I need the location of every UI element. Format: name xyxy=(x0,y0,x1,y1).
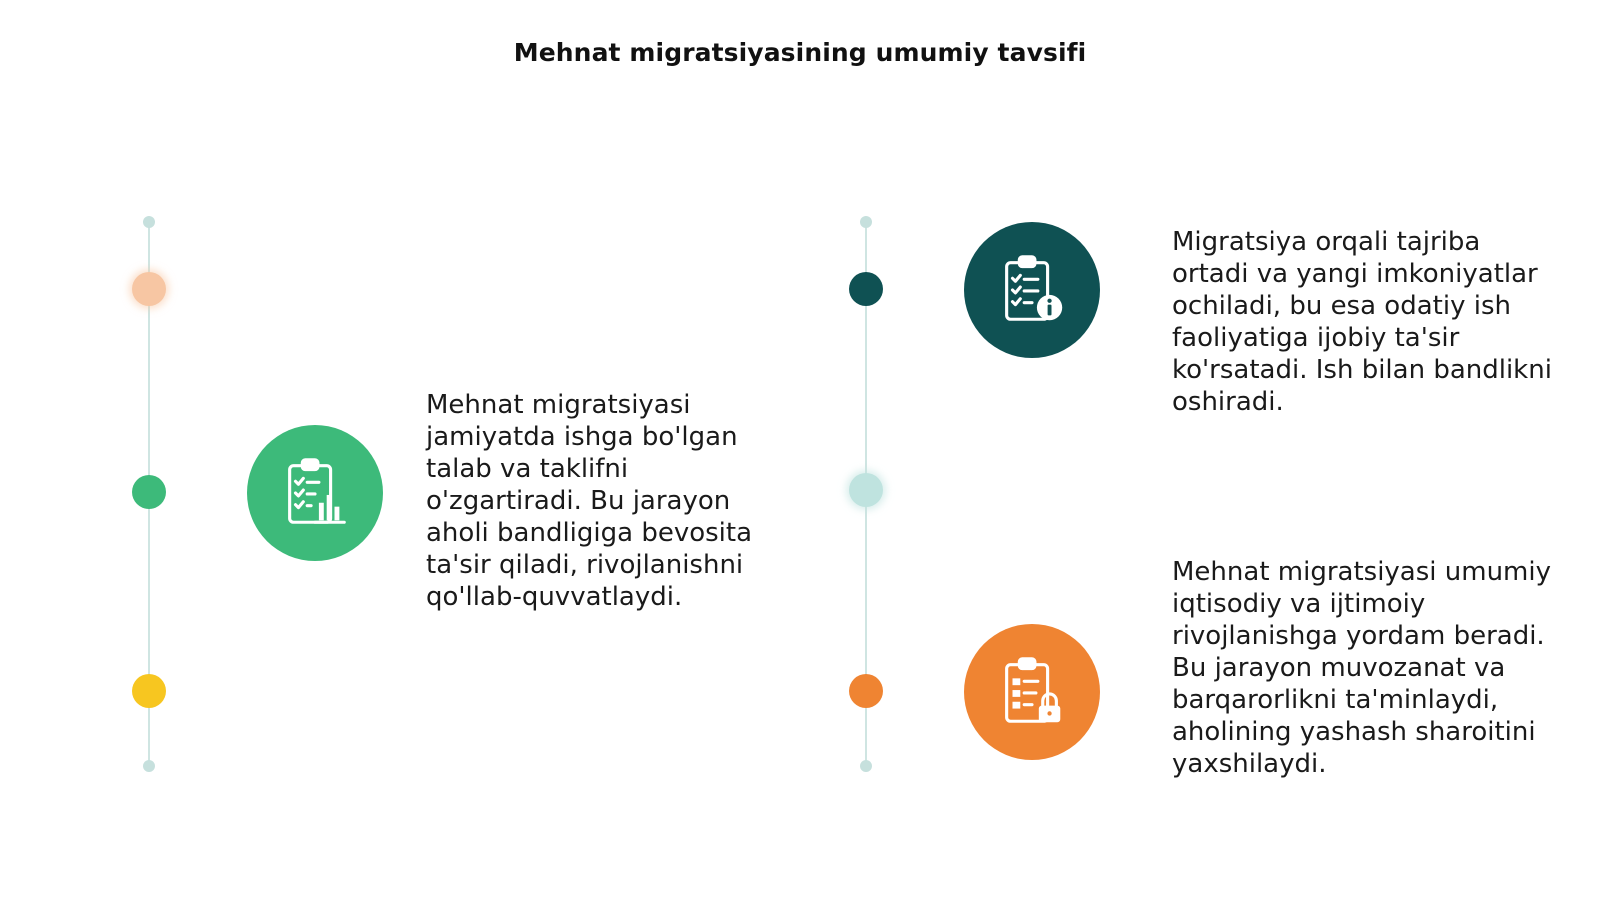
timeline-left xyxy=(129,0,169,900)
timeline-dot-green xyxy=(132,475,166,509)
timeline-dot-mint xyxy=(849,473,883,507)
timeline-dot-peach xyxy=(132,272,166,306)
timeline-end-cap xyxy=(143,760,155,772)
timeline-right xyxy=(846,0,886,900)
timeline-end-cap xyxy=(860,760,872,772)
timeline-start-cap xyxy=(860,216,872,228)
timeline-dot-yellow xyxy=(132,674,166,708)
clipboard-lock-icon xyxy=(964,624,1100,760)
timeline-start-cap xyxy=(143,216,155,228)
block-text-2: Migratsiya orqali tajriba ortadi va yangi imkoniyatlar ochiladi, bu esa odatiy ish faoliyatiga ijobiy ta'sir ko'rsatadi. Ish bilan bandlikni oshiradi. xyxy=(1172,227,1552,417)
block-text-1: Mehnat migratsiyasi jamiyatda ishga bo'lgan talab va taklifni o'zgartiradi. Bu jarayon aholi bandligiga bevosita ta'sir qiladi, rivojlanishni qo'llab-quvvatlaydi. xyxy=(426,390,753,612)
block-text-3: Mehnat migratsiyasi umumiy iqtisodiy va ijtimoiy rivojlanishga yordam beradi. Bu jarayon muvozanat va barqarorlikni ta'minlaydi, aholining yashash sharoitini yaxshilaydi. xyxy=(1172,557,1551,779)
timeline-dot-dark-teal xyxy=(849,272,883,306)
page-title: Mehnat migratsiyasining umumiy tavsifi xyxy=(513,38,1087,67)
clipboard-chart-icon xyxy=(247,425,383,561)
timeline-dot-orange xyxy=(849,674,883,708)
clipboard-info-icon xyxy=(964,222,1100,358)
